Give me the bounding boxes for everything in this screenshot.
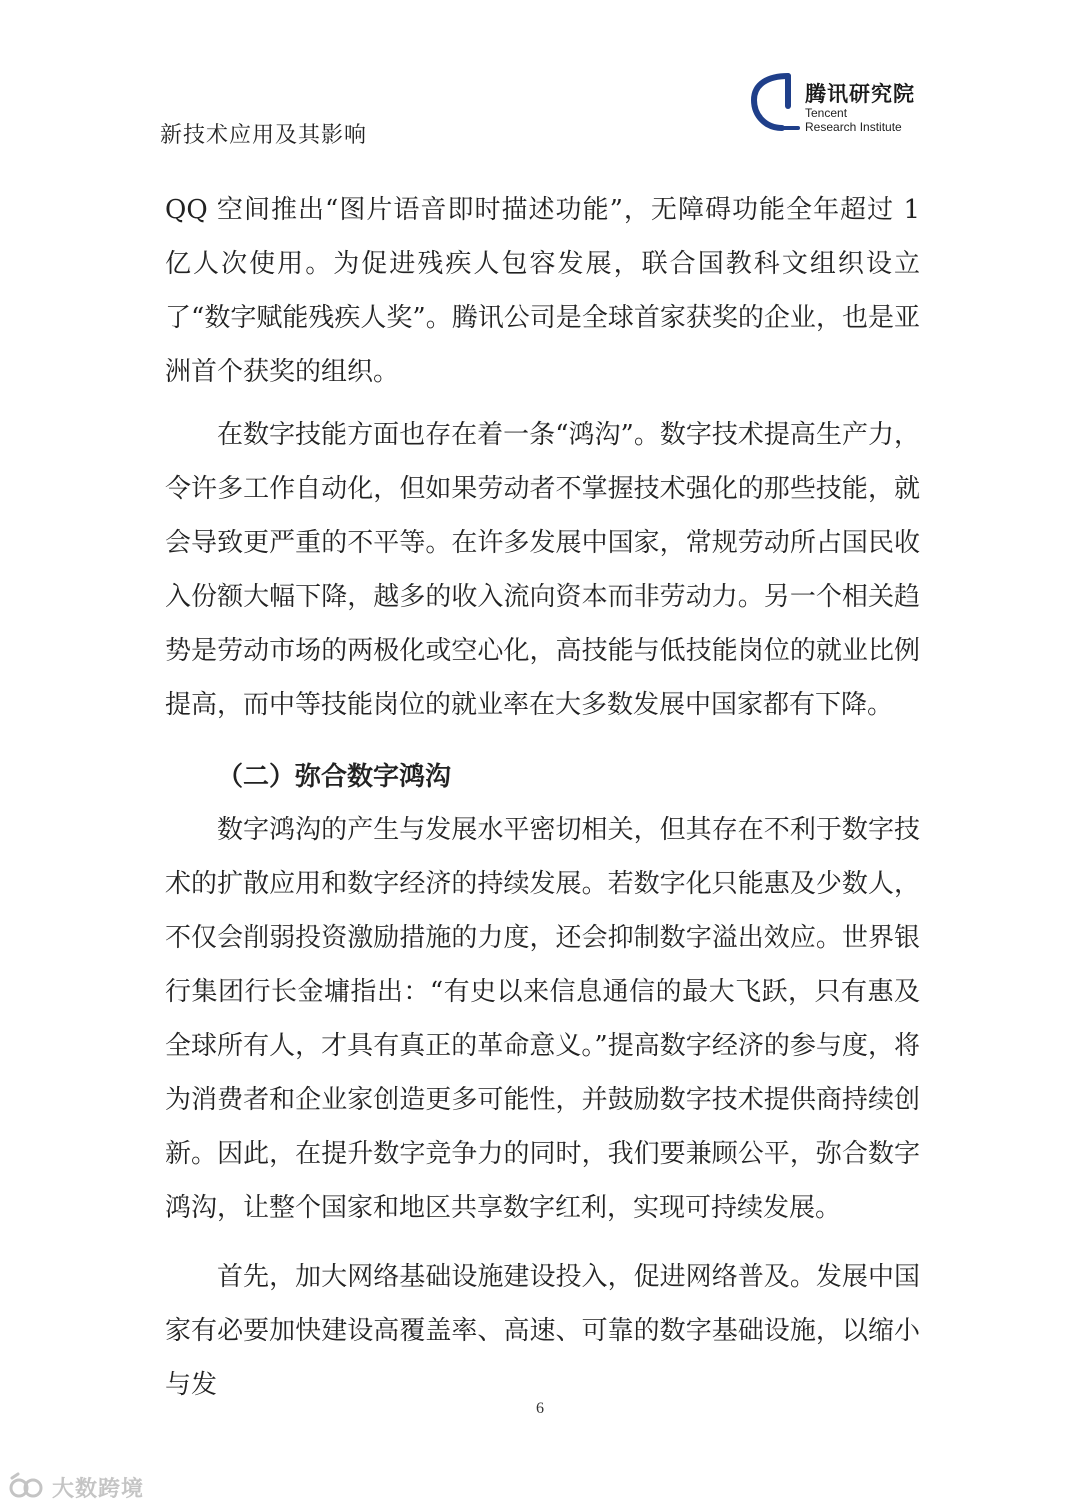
paragraph-1: QQ 空间推出“图片语音即时描述功能”，无障碍功能全年超过 1 亿人次使用。为促进残疾人包容发展，联合国教科文组织设立了“数字赋能残疾人奖”。腾讯公司是全球首家获奖的企业，也是亚洲首个获奖的组织。 xyxy=(165,195,920,387)
logo-english-line1: Tencent xyxy=(805,106,848,120)
watermark-text: 大数跨境 xyxy=(52,1476,145,1502)
section-heading: （二）弥合数字鸿沟 xyxy=(217,762,452,792)
watermark xyxy=(8,1470,144,1504)
page-number: 6 xyxy=(536,1400,544,1417)
tencent-research-logo xyxy=(748,72,948,142)
paragraph-3: 数字鸿沟的产生与发展水平密切相关，但其存在不利于数字技术的扩散应用和数字经济的持续发展。若数字化只能惠及少数人，不仅会削弱投资激励措施的力度，还会抑制数字溢出效应。世界银行集团行长金墉指出：“有史以来信息通信的最大飞跃，只有惠及全球所有人，才具有真正的革命意义。”提高数字经济的参与度，将为消费者和企业家创造更多可能性，并鼓励数字技术提供商持续创新。因此，在提升数字竞争力的同时，我们要兼顾公平，弥合数字鸿沟，让整个国家和地区共享数字红利，实现可持续发展。 xyxy=(165,815,920,1223)
logo-english-line2: Research Institute xyxy=(805,120,902,134)
logo-chinese-name: 腾讯研究院 xyxy=(805,82,915,106)
paragraph-2: 在数字技能方面也存在着一条“鸿沟”。数字技术提高生产力，令许多工作自动化，但如果劳动者不掌握技术强化的那些技能，就会导致更严重的不平等。在许多发展中国家，常规劳动所占国民收入份额大幅下降，越多的收入流向资本而非劳动力。另一个相关趋势是劳动市场的两极化或空心化，高技能与低技能岗位的就业比例提高，而中等技能岗位的就业率在大多数发展中国家都有下降。 xyxy=(165,420,920,720)
tencent-logo-mark-icon xyxy=(748,72,800,136)
paragraph-4: 首先，加大网络基础设施建设投入，促进网络普及。发展中国家有必要加快建设高覆盖率、高速、可靠的数字基础设施，以缩小与发 xyxy=(165,1262,920,1400)
dashukuajing-logo-icon xyxy=(8,1472,46,1502)
report-title: 新技术应用及其影响 xyxy=(160,123,368,148)
